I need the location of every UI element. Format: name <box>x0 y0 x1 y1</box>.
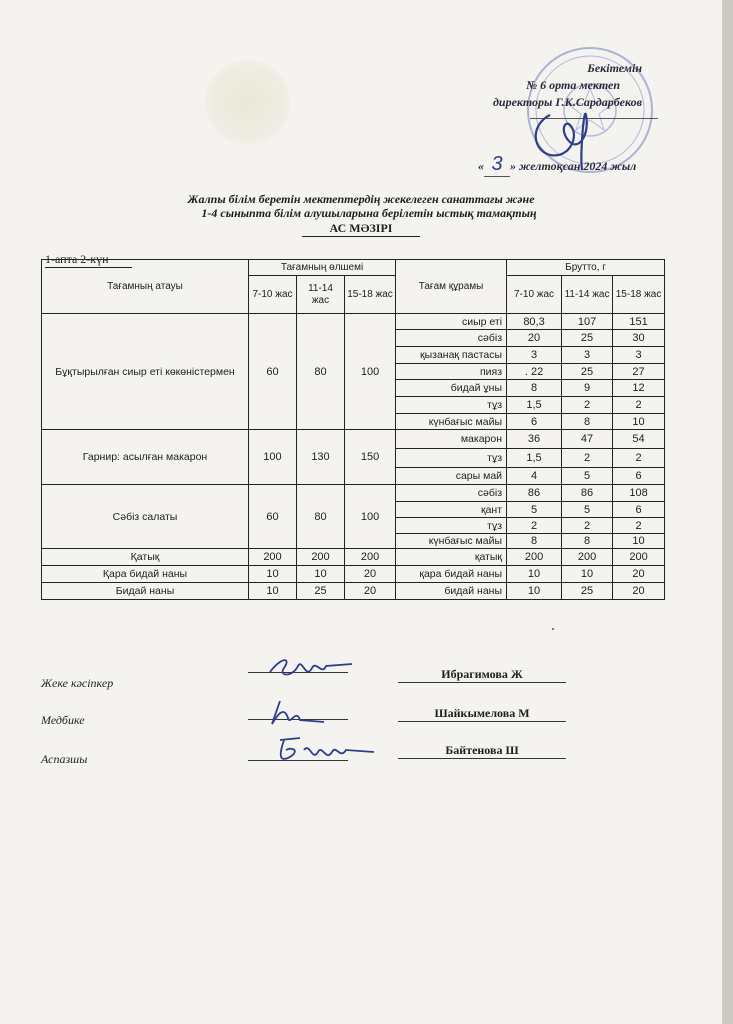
signature-entrepreneur <box>262 650 357 685</box>
dish-portion: 200 <box>345 549 396 566</box>
ingredient-brutto: 3 <box>562 347 613 364</box>
header-brutto-age-3: 15-18 жас <box>613 276 665 314</box>
header-composition: Тағам құрамы <box>396 260 507 314</box>
signature-role-1: Жеке кәсіпкер <box>41 676 114 690</box>
ingredient-brutto: 10 <box>507 566 562 583</box>
ingredient-name: қара бидай наны <box>396 566 507 583</box>
signature-name-1: Ибрагимова Ж <box>398 667 566 683</box>
dish-portion: 100 <box>249 430 297 485</box>
title-line-2: 1-4 сыныпта білім алушыларына берілетін ыстық тамақтың <box>201 206 537 220</box>
dish-portion: 20 <box>345 566 396 583</box>
ingredient-name: қызанақ пастасы <box>396 347 507 364</box>
dish-portion: 20 <box>345 583 396 600</box>
dish-portion: 10 <box>249 566 297 583</box>
dish-portion: 80 <box>297 485 345 549</box>
dish-portion: 200 <box>249 549 297 566</box>
ingredient-brutto: 1,5 <box>507 449 562 468</box>
dish-portion: 200 <box>297 549 345 566</box>
ingredient-brutto: 6 <box>613 502 665 518</box>
ingredient-brutto: 20 <box>507 330 562 347</box>
menu-table <box>41 259 665 600</box>
ingredient-brutto: 8 <box>507 380 562 397</box>
header-brutto-age-1: 7-10 жас <box>507 276 562 314</box>
week-day-label: 1-апта 2-күн <box>45 252 132 268</box>
ingredient-brutto: 27 <box>613 364 665 380</box>
ingredient-brutto: 1,5 <box>507 397 562 414</box>
ingredient-brutto: 86 <box>562 485 613 502</box>
signature-cook <box>270 732 380 767</box>
signature-name-2: Шайкымелова М <box>398 706 566 722</box>
ingredient-name: қатық <box>396 549 507 566</box>
ingredient-brutto: 5 <box>562 468 613 485</box>
table-row <box>42 314 665 330</box>
ingredient-name: пияз <box>396 364 507 380</box>
ingredient-brutto: 20 <box>613 583 665 600</box>
ingredient-name: тұз <box>396 518 507 534</box>
table-row <box>42 430 665 449</box>
ingredient-brutto: 151 <box>613 314 665 330</box>
dish-name: Қара бидай наны <box>42 566 249 583</box>
ingredient-name: бидай ұны <box>396 380 507 397</box>
ingredient-brutto: 2 <box>507 518 562 534</box>
ingredient-brutto: 108 <box>613 485 665 502</box>
ingredient-name: тұз <box>396 449 507 468</box>
page-edge-shadow <box>722 0 733 1024</box>
ingredient-brutto: 12 <box>613 380 665 397</box>
dish-name: Сәбіз салаты <box>42 485 249 549</box>
ingredient-brutto: 80,3 <box>507 314 562 330</box>
dish-name: Бұқтырылған сиыр еті көкөністермен <box>42 314 249 430</box>
ingredient-brutto: 54 <box>613 430 665 449</box>
ingredient-brutto: 6 <box>613 468 665 485</box>
ingredient-name: күнбағыс майы <box>396 534 507 549</box>
signature-name-3: Байтенова Ш <box>398 743 566 759</box>
ingredient-brutto: 25 <box>562 364 613 380</box>
menu-table-body <box>42 314 665 600</box>
ingredient-brutto: 2 <box>613 449 665 468</box>
ingredient-brutto: 2 <box>562 449 613 468</box>
ingredient-brutto: 47 <box>562 430 613 449</box>
ingredient-brutto: 2 <box>562 397 613 414</box>
dish-portion: 10 <box>249 583 297 600</box>
ingredient-brutto: 200 <box>562 549 613 566</box>
ingredient-brutto: 3 <box>507 347 562 364</box>
date-day: 3 <box>484 153 510 177</box>
ingredient-brutto: 10 <box>507 583 562 600</box>
dish-portion: 80 <box>297 314 345 430</box>
ingredient-name: сиыр еті <box>396 314 507 330</box>
signature-nurse <box>262 696 332 731</box>
ingredient-name: қант <box>396 502 507 518</box>
ingredient-brutto: . 22 <box>507 364 562 380</box>
header-portion: Тағамның өлшемі <box>249 260 396 276</box>
ingredient-brutto: 30 <box>613 330 665 347</box>
ingredient-brutto: 2 <box>613 518 665 534</box>
ingredient-brutto: 2 <box>562 518 613 534</box>
dish-portion: 150 <box>345 430 396 485</box>
ingredient-name: сары май <box>396 468 507 485</box>
header-brutto: Брутто, г <box>507 260 665 276</box>
table-row <box>42 583 665 600</box>
ingredient-brutto: 10 <box>562 566 613 583</box>
dish-name: Қатық <box>42 549 249 566</box>
ingredient-name: бидай наны <box>396 583 507 600</box>
ingredient-brutto: 200 <box>613 549 665 566</box>
title-line-1: Жалпы білім беретін мектептердің жекелеген санаттағы және <box>187 192 535 206</box>
ingredient-brutto: 8 <box>507 534 562 549</box>
ingredient-name: сәбіз <box>396 330 507 347</box>
ingredient-brutto: 107 <box>562 314 613 330</box>
ingredient-brutto: 25 <box>562 583 613 600</box>
header-portion-age-3: 15-18 жас <box>345 276 396 314</box>
ingredient-brutto: 5 <box>507 502 562 518</box>
header-portion-age-1: 7-10 жас <box>249 276 297 314</box>
date-month-year: желтоқсан 2024 жыл <box>519 159 637 173</box>
dish-name: Гарнир: асылған макарон <box>42 430 249 485</box>
dish-portion: 100 <box>345 485 396 549</box>
dish-portion: 10 <box>297 566 345 583</box>
ingredient-brutto: 36 <box>507 430 562 449</box>
approval-director: директоры Г.К.Сардарбеков <box>492 95 642 109</box>
dish-portion: 25 <box>297 583 345 600</box>
signature-role-3: Аспазшы <box>41 752 88 766</box>
ingredient-name: тұз <box>396 397 507 414</box>
signature-role-2: Медбике <box>41 713 85 727</box>
ingredient-brutto: 25 <box>562 330 613 347</box>
paper-stain <box>205 60 290 145</box>
document-title <box>0 192 722 237</box>
table-row <box>42 566 665 583</box>
dish-portion: 100 <box>345 314 396 430</box>
ingredient-brutto: 86 <box>507 485 562 502</box>
ingredient-brutto: 8 <box>562 534 613 549</box>
stray-mark <box>552 628 554 630</box>
header-dish-name: Тағамның атауы <box>42 260 249 314</box>
ingredient-brutto: 6 <box>507 414 562 430</box>
ingredient-name: сәбіз <box>396 485 507 502</box>
dish-portion: 60 <box>249 314 297 430</box>
dish-portion: 60 <box>249 485 297 549</box>
approval-title: Бекітемін <box>587 61 642 75</box>
approval-school: № 6 орта мектеп <box>526 78 620 92</box>
ingredient-brutto: 5 <box>562 502 613 518</box>
ingredient-brutto: 3 <box>613 347 665 364</box>
table-row <box>42 549 665 566</box>
ingredient-brutto: 10 <box>613 534 665 549</box>
dish-name: Бидай наны <box>42 583 249 600</box>
ingredient-name: макарон <box>396 430 507 449</box>
ingredient-name: күнбағыс майы <box>396 414 507 430</box>
dish-portion: 130 <box>297 430 345 485</box>
ingredient-brutto: 10 <box>613 414 665 430</box>
ingredient-brutto: 8 <box>562 414 613 430</box>
header-portion-age-2: 11-14 жас <box>297 276 345 314</box>
approval-date: « 3 » желтоқсан 2024 жыл <box>478 153 637 175</box>
header-brutto-age-2: 11-14 жас <box>562 276 613 314</box>
title-line-3: АС МӘЗІРІ <box>302 221 421 237</box>
ingredient-brutto: 2 <box>613 397 665 414</box>
ingredient-brutto: 9 <box>562 380 613 397</box>
ingredient-brutto: 4 <box>507 468 562 485</box>
ingredient-brutto: 200 <box>507 549 562 566</box>
table-row <box>42 485 665 502</box>
ingredient-brutto: 20 <box>613 566 665 583</box>
